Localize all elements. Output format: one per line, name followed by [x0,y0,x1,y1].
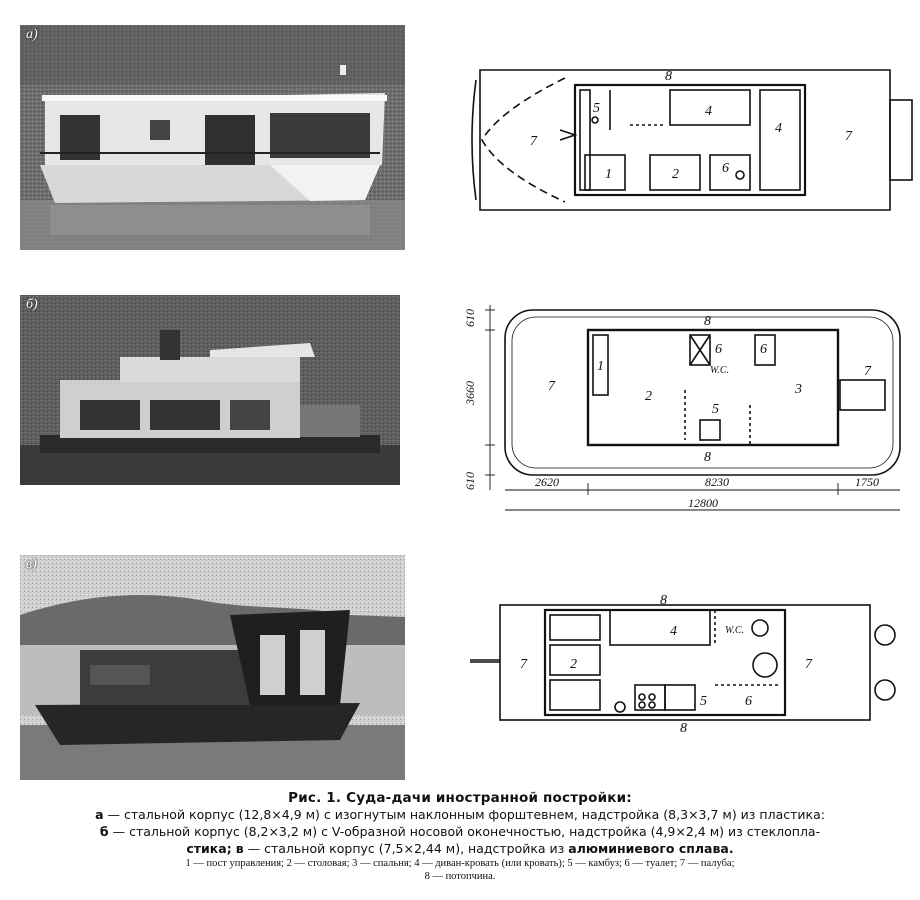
plan-b-dim-total-len: 12800 [688,496,718,510]
caption-line-b [0,823,920,840]
plan-b-label-6a: 6 [715,342,722,357]
caption-legend-1: 1 — пост управления; 2 — столовая; 3 — спальня; 4 — диван-кровать (или кровать); 5 — камбуз; 6 — туалет; 7 — палуба; [185,858,735,869]
photo-b-label: б) [26,297,38,312]
plan-b-label-1: 1 [597,359,604,374]
plan-a [460,60,920,220]
plan-a-label-6: 6 [722,161,729,176]
plan-b-label-3: 3 [795,382,802,397]
plan-c-label-8-top: 8 [660,593,667,608]
caption-key-c: в [235,841,244,856]
plan-b-dim-mid-len: 8230 [705,475,729,489]
plan-a-label-7-left: 7 [530,134,537,149]
plan-c-label-6: 6 [745,694,752,709]
caption-pre-c: стика; [186,841,232,856]
plan-b-label-wc: W.C. [710,365,730,376]
plan-a-label-4-center: 4 [705,104,712,119]
caption-text-b: — стальной корпус (8,2×3,2 м) с V-образной носовой оконечностью, надстройка (4,9×2,4 м) из стеклопла- [112,824,821,839]
plan-b-label-6b: 6 [760,342,767,357]
plan-c-label-2: 2 [570,657,577,672]
caption-line-a [0,806,920,823]
photo-a [20,25,405,250]
plan-b [460,295,920,525]
plan-b-dim-middle: 3660 [463,381,477,405]
plan-c-label-7-left: 7 [520,657,527,672]
caption-text-a: — стальной корпус (12,8×4,9 м) с изогнутым наклонным форштевнем, надстройка (8,3×3,7 м) из пластика: [107,807,825,822]
caption-legend-2: 8 — потопчина. [424,871,496,882]
plan-b-label-2: 2 [645,389,652,404]
caption-text-c: — стальной корпус (7,5×2,44 м), надстройка из [247,841,565,856]
caption-title: Рис. 1. Суда-дачи иностранной постройки: [288,790,632,806]
plan-b-dim-left-len: 2620 [535,475,559,489]
plan-b-label-7-left: 7 [548,379,555,394]
plan-c-label-7-right: 7 [805,657,812,672]
plan-b-label-5: 5 [712,402,719,417]
caption-bold-c: алюминиевого сплава. [568,841,734,856]
plan-c [460,590,920,740]
photo-c-label: в) [26,557,37,572]
plan-c-label-wc: W.C. [725,625,745,636]
photo-c [20,555,405,780]
plan-a-label-8: 8 [665,69,672,84]
plan-a-label-5: 5 [593,101,600,116]
plan-c-label-8-bottom: 8 [680,721,687,736]
photo-a-label: а) [26,27,38,42]
plan-b-label-7-right: 7 [864,364,871,379]
plan-c-label-5: 5 [700,694,707,709]
plan-a-label-2: 2 [672,167,679,182]
plan-b-dim-top: 610 [463,309,477,327]
plan-b-dim-right-len: 1750 [855,475,879,489]
plan-b-label-8-bottom: 8 [704,450,711,465]
plan-c-label-4: 4 [670,624,677,639]
caption-key-b: б [99,824,109,839]
caption-line-c [0,840,920,857]
plan-a-label-1: 1 [605,167,612,182]
plan-b-dim-bottom: 610 [463,472,477,490]
plan-a-label-7-right: 7 [845,129,852,144]
plan-b-label-8-top: 8 [704,314,711,329]
photo-b [20,295,400,485]
plan-a-label-4-right: 4 [775,121,782,136]
caption-key-a: а [95,807,104,822]
figure-caption [0,790,920,883]
